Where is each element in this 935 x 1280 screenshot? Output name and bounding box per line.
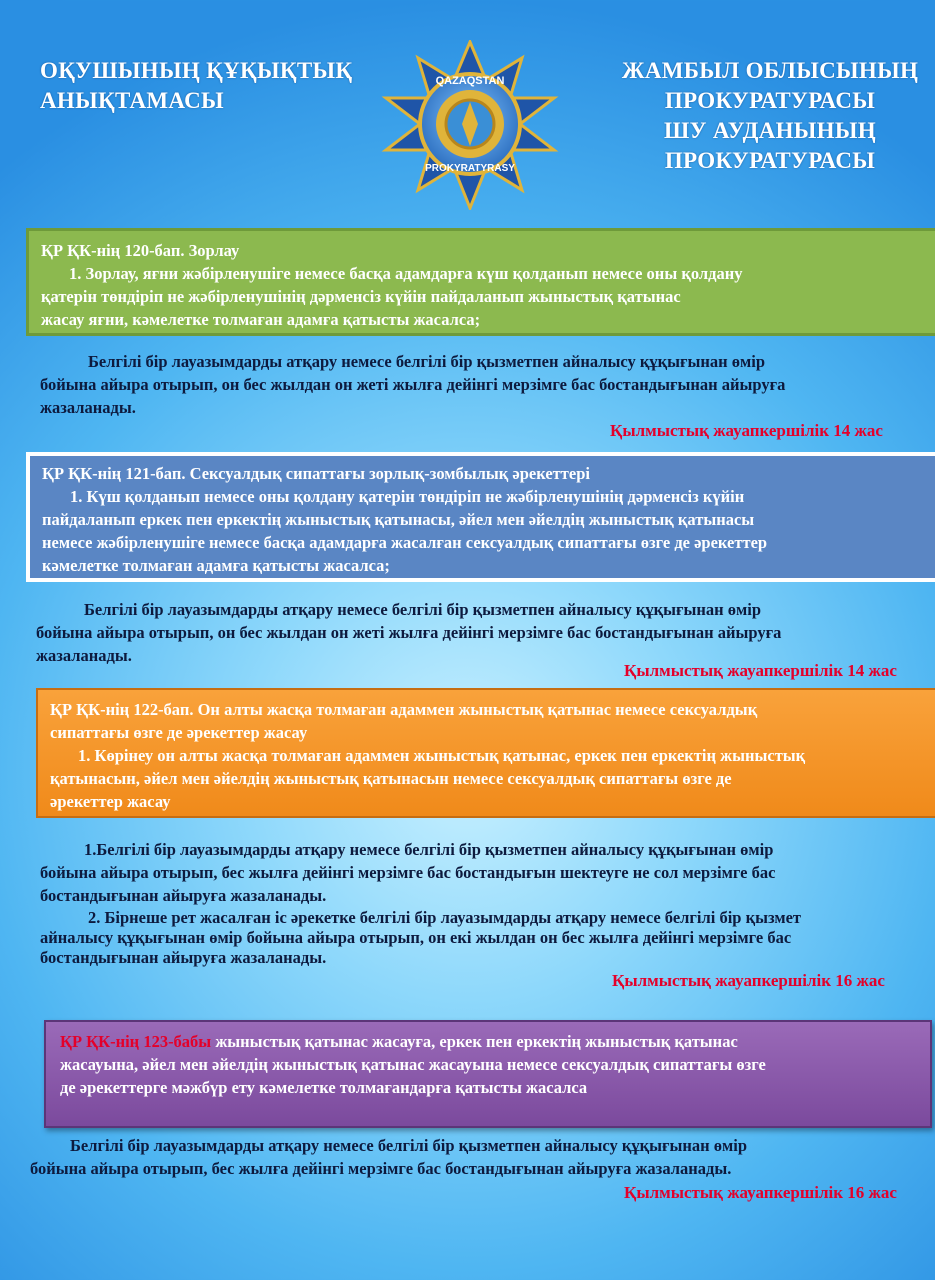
article-122-penalty2-line2: айналысу құқығынан өмір бойына айыра отырып, он екі жылдан он бес жылға дейінгі мерзімге бас [40,928,792,947]
article-122-title-line2: сипаттағы өзге де әрекеттер жасау [50,723,308,742]
article-122-line3: әрекеттер жасау [50,792,171,811]
header-right-line1: ЖАМБЫЛ ОБЛЫСЫНЫҢ [621,58,919,83]
prosecutor-emblem-icon [370,40,570,210]
article-121-penalty [36,598,930,667]
emblem-bottom-text: PROKYRATYRASY [425,163,515,174]
article-121-penalty-line1: Белгілі бір лауазымдарды атқару немесе белгілі бір қызметпен айналысу құқығынан өмір [84,600,762,619]
article-123-line2: жасауына, әйел мен әйелдің жыныстық қатынас жасауына немесе сексуалдық сипаттағы өзге [60,1055,766,1074]
article-122-penalty2-line1: 2. Бірнеше рет жасалған іс әрекетке белгілі бір лауазымдарды атқару немесе белгілі бір қызмет [88,908,802,927]
article-120-responsibility: Қылмыстық жауапкершілік 14 жас [610,421,883,440]
header-left-line2: АНЫҚТАМАСЫ [40,88,224,113]
article-120-line2: қатерін төндіріп не жәбірленушінің дәрменсіз күйін пайдаланып жыныстық қатынас [41,287,681,306]
article-120-box [26,228,935,336]
article-122-line2: қатынасын, әйел мен әйелдің жыныстық қатынасын немесе сексуалдық сипаттағы өзге де [50,769,732,788]
article-123-penalty-line1: Белгілі бір лауазымдарды атқару немесе белгілі бір қызметпен айналысу құқығынан өмір [70,1136,748,1155]
article-123-line1 [60,1030,916,1053]
article-120-penalty-line1: Белгілі бір лауазымдарды атқару немесе белгілі бір қызметпен айналысу құқығынан өмір [88,352,766,371]
article-120-penalty-line3: жазаланады. [40,398,136,417]
article-120-line1: 1. Зорлау, яғни жәбірленушіге немесе басқа адамдарға күш қолданып немесе оны қолдану [69,264,743,283]
article-122-box [36,688,935,818]
article-121-line1: 1. Күш қолданып немесе оны қолдану қатерін төндіріп не жәбірленушінің дәрменсіз күйін [70,487,745,506]
article-121-penalty-line3: жазаланады. [36,646,132,665]
article-121-penalty-line2: бойына айыра отырып, он бес жылдан он жеті жылға дейінгі мерзімге бас бостандығынан айыруға [36,623,782,642]
article-121-responsibility: Қылмыстық жауапкершілік 14 жас [624,661,897,680]
article-120-penalty-line2: бойына айыра отырып, он бес жылдан он жеті жылға дейінгі мерзімге бас бостандығынан айыруға [40,375,786,394]
article-123-penalty-line2: бойына айыра отырып, бес жылға дейінгі мерзімге бас бостандығынан айыруға жазаланады. [30,1159,732,1178]
article-122-penalty1-line3: бостандығынан айыруға жазаланады. [40,886,327,905]
article-121-title: ҚР ҚК-нің 121-бап. Сексуалдық сипаттағы зорлық-зомбылық әрекеттері [42,464,590,483]
article-122-responsibility: Қылмыстық жауапкершілік 16 жас [612,971,885,990]
header-left-line1: ОҚУШЫНЫҢ ҚҰҚЫҚТЫҚ [40,58,353,83]
article-122-line1: 1. Көрінеу он алты жасқа толмаған адаммен жыныстық қатынас, еркек пен еркектің жыныстық [78,746,806,765]
article-121-line3: немесе жәбірленушіге немесе басқа адамдарға жасалған сексуалдық сипаттағы өзге де әрекеттер [42,533,768,552]
header-right-line2: ПРОКУРАТУРАСЫ [664,88,876,113]
article-122-penalty1-line1: 1.Белгілі бір лауазымдарды атқару немесе белгілі бір қызметпен айналысу құқығынан өмір [84,840,774,859]
article-122-penalty2-line3: бостандығынан айыруға жазаланады. [40,948,327,967]
article-120-title: ҚР ҚК-нің 120-бап. Зорлау [41,241,240,260]
article-120-line3: жасау яғни, кәмелетке толмаған адамға қатысты жасалса; [41,310,481,329]
header-left-title [40,56,380,116]
article-120-penalty [40,350,930,419]
article-123-penalty [30,1134,930,1180]
header-right-line4: ПРОКУРАТУРАСЫ [664,148,876,173]
article-122-title-line1: ҚР ҚК-нің 122-бап. Он алты жасқа толмаған адаммен жыныстық қатынас немесе сексуалдық [50,700,758,719]
article-121-box [26,452,935,582]
header-right-title [610,56,930,176]
article-123-box [44,1020,932,1128]
article-122-penalty-2 [40,908,930,968]
emblem-top-text: QAZAQSTAN [435,75,505,87]
article-121-line4: кәмелетке толмаған адамға қатысты жасалса; [42,556,390,575]
article-123-line1-rest: жыныстық қатынас жасауға, еркек пен еркектің жыныстық қатынас [211,1032,738,1051]
article-122-penalty1-line2: бойына айыра отырып, бес жылға дейінгі мерзімге бас бостандығын шектеуге не сол мерзімге бас [40,863,776,882]
article-123-responsibility: Қылмыстық жауапкершілік 16 жас [624,1183,897,1202]
article-121-line2: пайдаланып еркек пен еркектің жыныстық қатынасы, әйел мен әйелдің жыныстық қатынасы [42,510,755,529]
article-123-line3: де әрекеттерге мәжбүр ету кәмелетке толмағандарға қатысты жасалса [60,1078,588,1097]
article-123-title: ҚР ҚК-нің 123-бабы [60,1032,212,1051]
header-right-line3: ШУ АУДАНЫНЫҢ [664,118,876,143]
article-122-penalty-1 [40,838,930,907]
